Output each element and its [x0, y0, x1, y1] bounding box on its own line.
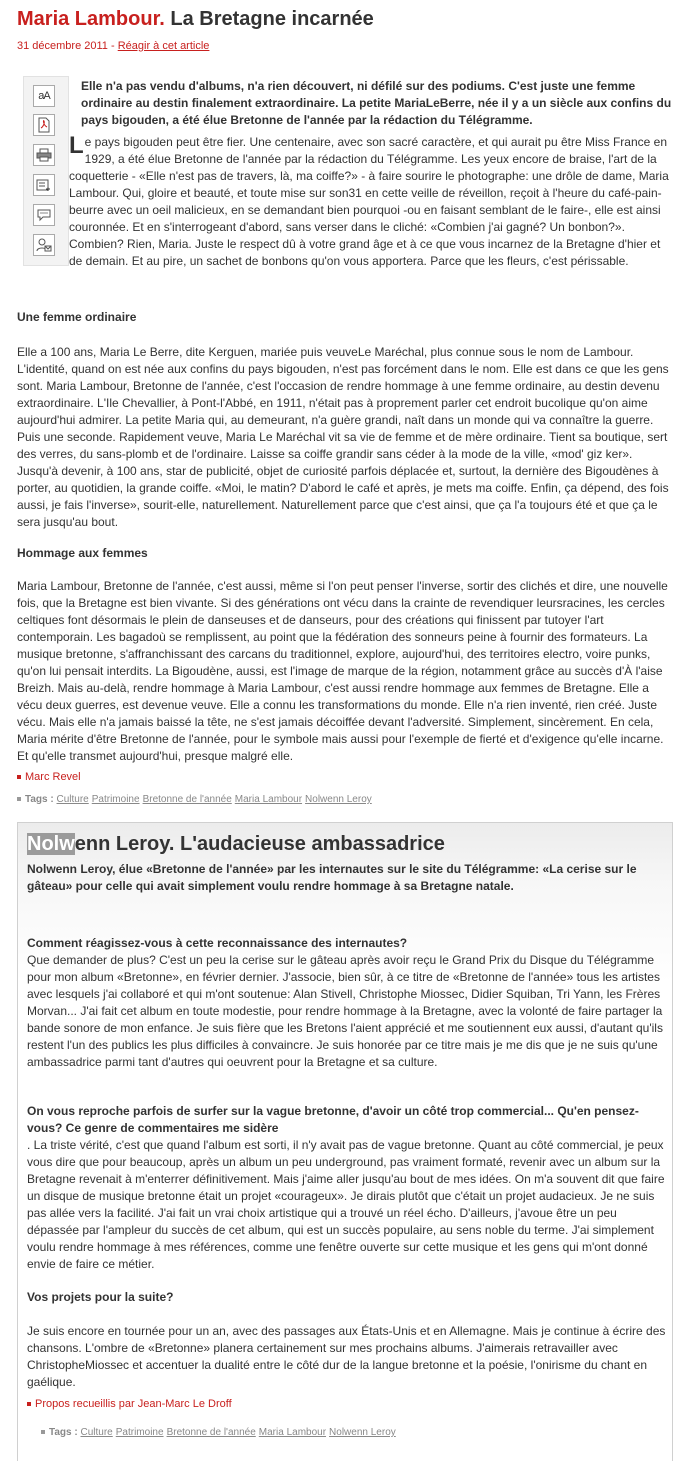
tag-link[interactable]: Patrimoine	[91, 794, 140, 805]
tag-link[interactable]: Culture	[80, 1427, 113, 1438]
interview-box	[17, 822, 673, 1461]
email-icon[interactable]	[33, 234, 55, 256]
print-icon[interactable]	[33, 144, 55, 166]
interview-question-1: Comment réagissez-vous à cette reconnaissance des internautes?	[27, 936, 408, 950]
tag-link[interactable]: Nolwenn Leroy	[305, 794, 372, 805]
react-link[interactable]: Réagir à cet article	[117, 40, 210, 52]
tag-link[interactable]: Bretonne de l'année	[166, 1427, 256, 1438]
interview-answer-2: . La triste vérité, c'est que quand l'album est sorti, il n'y avait pas de vague bretonne. Quant au côté commercial, je peux vous dire que pour beaucoup, après un album un peu underground, pas vraiment formaté, revenir avec un album sur la Bretagne revenait à m'enterrer définitivement. Mais j'aime aller jusqu'au bout de mes idées. On m'a souvent dit que faire un disque de musique bretonne était un projet «courageux». Je dirais plutôt que c'était un projet audacieux. Je ne suis pas allée vers la facilité. J'ai fait un vrai choix artistique qui a trouvé un réel écho. D'ailleurs, j'avoue être un peu dépassée par l'ampleur du succès de cet album, qui est un succès populaire, au sens noble du terme. J'ai simplement voulu rendre hommage à mes références, comme une fenêtre ouverte sur cette musique et les gens qui m'ont donné envie de faire ce métier.	[27, 1138, 665, 1271]
tag-link[interactable]: Patrimoine	[115, 1427, 164, 1438]
bullet-icon	[41, 1430, 45, 1434]
drop-cap: L	[69, 132, 84, 159]
intro-text: e pays bigouden peut être fier. Une centenaire, avec son sacré caractère, et qui aurait pu être Miss France en 1929, a été élue Bretonne de l'année par la rédaction du Télégramme. Les yeux encore de braise, l'art de la coquetterie - «Elle n'est pas de travers, là, ma coiffe?» - à faire sourire le photographe: une drôle de dame, Maria Lambour. Qui, gloire et beauté, et toute mise sur son31 en cette veille de réveillon, reçoit à l'heure du café-pain-beurre avec un oeil malicieux, en se demandant bien pourquoi -ou en faisant semblant de le faire-, elle est ainsi couronnée. Et en s'interrogeant d'abord, sans verser dans le cliché: «Combien j'ai gagné? Un bonbon?». Combien? Rien, Maria. Juste le respect dû à votre grand âge et à ce que vous incarnez de la Bretagne d'hier et de demain. Et au pire, un sachet de bonbons qu'on vous apportera. Parce que les fleurs, c'est périssable.	[69, 135, 669, 268]
interview-question-2: On vous reproche parfois de surfer sur la vague bretonne, d'avoir un côté trop commercial... Qu'en pensez-vous? Ce genre de commentaires me sidère	[27, 1104, 639, 1135]
tag-link[interactable]: Nolwenn Leroy	[329, 1427, 396, 1438]
article-intro	[69, 134, 673, 270]
bullet-icon	[17, 797, 21, 801]
bullet-icon	[27, 1402, 31, 1406]
paragraph-1: Elle a 100 ans, Maria Le Berre, dite Kerguen, mariée puis veuveLe Maréchal, plus connue sous le nom de Lambour. L'identité, quand on est née aux confins du pays bigouden, n'est pas forcément dans le nom. Elle est dans ce que les gens sont. Maria Lambour, Bretonne de l'année, c'est l'occasion de rendre hommage à une femme ordinaire, au destin devenu extraordinaire. L'Ile Chevallier, à Pont-l'Abbé, en 1911, n'était pas à proprement parler cet endroit bucolique qu'on aime aujourd'hui admirer. La petite Maria qui, au demeurant, n'a guère grandi, naît dans un monde qui va connaître la guerre. Puis une seconde. Rapidement veuve, Maria Le Maréchal vit sa vie de femme et de mère ordinaire. Tient sa boutique, sert des verres, du sans-plomb et de l'ordinaire. Laisse sa coiffe grandir sans céder à la mode de la ville, «mod' giz ker». Jusqu'à devenir, à 100 ans, star de publicité, objet de curiosité parfois déplacée et, surtout, la dernière des Bigoudènes à porter, au quotidien, la grande coiffe. «Moi, le matin? D'abord le café et après, je mets ma coiffe. Enfin, ça dépend, des fois aussi, je fais l'inverse», sourit-elle, naturellement. Naturellement parce que c'est ainsi, que ça l'a toujours été et que ça le sera jusqu'au bout.	[17, 345, 669, 529]
article-lead: Elle n'a pas vendu d'albums, n'a rien découvert, ni défilé sur des podiums. C'est juste une femme ordinaire au destin finalement extraordinaire. La petite MariaLeBerre, née il y a un siècle aux confins du pays bigouden, a été élue Bretonne de l'année par la rédaction du Télégramme.	[81, 79, 672, 127]
article-tags: Tags : Culture Patrimoine Bretonne de l'année Maria Lambour Nolwenn Leroy	[17, 794, 375, 805]
tag-link[interactable]: Bretonne de l'année	[142, 794, 232, 805]
text-size-icon[interactable]: aA	[33, 85, 55, 107]
title-rest: La Bretagne incarnée	[170, 8, 374, 30]
interview-tags: Tags : Culture Patrimoine Bretonne de l'année Maria Lambour Nolwenn Leroy	[41, 1427, 399, 1438]
article-title	[17, 8, 374, 31]
comment-icon[interactable]	[33, 204, 55, 226]
bookmark-icon[interactable]	[33, 174, 55, 196]
pdf-icon[interactable]	[33, 114, 55, 136]
interview-answer-3: Je suis encore en tournée pour un an, avec des passages aux États-Unis et en Allemagne. Mais je continue à écrire des chansons. L'ombre de «Bretonne» planera certainement sur mes prochains albums. J'aimerais retravailler avec ChristopheMiossec et accentuer la dualité entre le côté dur de la langue bretonne et la poésie, l'onirisme du chant en gaélique.	[27, 1324, 666, 1389]
interview-title-highlight: Nolw	[27, 833, 75, 855]
bullet-icon	[17, 775, 21, 779]
interview-author: Propos recueillis par Jean-Marc Le Droff	[27, 1398, 232, 1410]
interview-title: Nolwenn Leroy. L'audacieuse ambassadrice	[27, 833, 445, 855]
tag-link[interactable]: Maria Lambour	[234, 794, 303, 805]
subheading-hommage: Hommage aux femmes	[17, 546, 148, 560]
paragraph-2: Maria Lambour, Bretonne de l'année, c'est aussi, même si l'on peut penser l'inverse, sortir des clichés et dire, une nouvelle fois, que la Bretagne est bien vivante. Si des générations ont vécu dans la crainte de revendiquer leursracines, les cercles celtiques font désormais le plein de danseuses et de danseurs, pour des créations qui finissent par tutoyer l'art contemporain. Les bagadoù se remplissent, au point que la fédération des sonneurs peine à fournir des formateurs. La musique bretonne, s'affranchissant des carcans du traditionnel, explore, aujourd'hui, des territoires electro, voire punks, qu'on lui pensait interdits. La Bigoudène, aussi, est l'image de marque de la région, notamment grâce au succès d'À l'aise Breizh. Mais au-delà, rendre hommage à Maria Lambour, c'est aussi rendre hommage aux femmes de Bretagne. Elle a vécu deux guerres, est devenue veuve. Elle a connu les transformations du monde. Elle n'a rien inventé, rien créé. Juste vécu. Mais elle n'a jamais baissé la tête, ne s'est jamais décoiffée devant l'adversité. Simplement, sincèrement. En cela, Maria mérite d'être Bretonne de l'année, pour le symbole mais aussi pour l'exemple de fierté et d'exigence qu'elle incarne. Et qu'elle transmet aujourd'hui, presque malgré elle.	[17, 579, 668, 763]
article-meta	[17, 40, 209, 52]
article-toolbar	[23, 76, 69, 266]
tag-link[interactable]: Culture	[56, 794, 89, 805]
interview-lead: Nolwenn Leroy, élue «Bretonne de l'année» par les internautes sur le site du Télégramme: «La cerise sur le gâteau» pour celle qui avait simplement voulu rendre hommage à sa Bretagne natale.	[27, 862, 637, 893]
interview-question-3: Vos projets pour la suite?	[27, 1290, 174, 1304]
tag-link[interactable]: Maria Lambour	[258, 1427, 327, 1438]
article-date: 31 décembre 2011 -	[17, 40, 115, 52]
title-name: Maria Lambour.	[17, 8, 165, 30]
interview-answer-1: Que demander de plus? C'est un peu la cerise sur le gâteau après avoir reçu le Grand Prix du Disque du Télégramme pour mon album «Bretonne», en février dernier. J'associe, bien sûr, à ce titre de «Bretonne de l'année» tous les artistes avec lesquels j'ai collaboré et qui m'ont soutenue: Alan Stivell, Christophe Miossec, Didier Squiban, Tri Yann, les Frères Morvan... J'ai fait cet album en toute modestie, pour rendre hommage à la Bretagne, avec la volonté de faire partager la bande sonore de mon enfance. Je suis fière que les Bretons l'aient apprécié et me soutiennent eux aussi, d'autant qu'ils restent l'un des publics les plus difficiles à convaincre. Je suis honorée par ce titre mais je me dis que je ne suis qu'une ambassadrice parmi tant d'autres qui oeuvrent pour la Bretagne et sa culture.	[27, 953, 663, 1069]
article-author: Marc Revel	[17, 771, 81, 783]
subheading-femme-ordinaire: Une femme ordinaire	[17, 310, 137, 324]
